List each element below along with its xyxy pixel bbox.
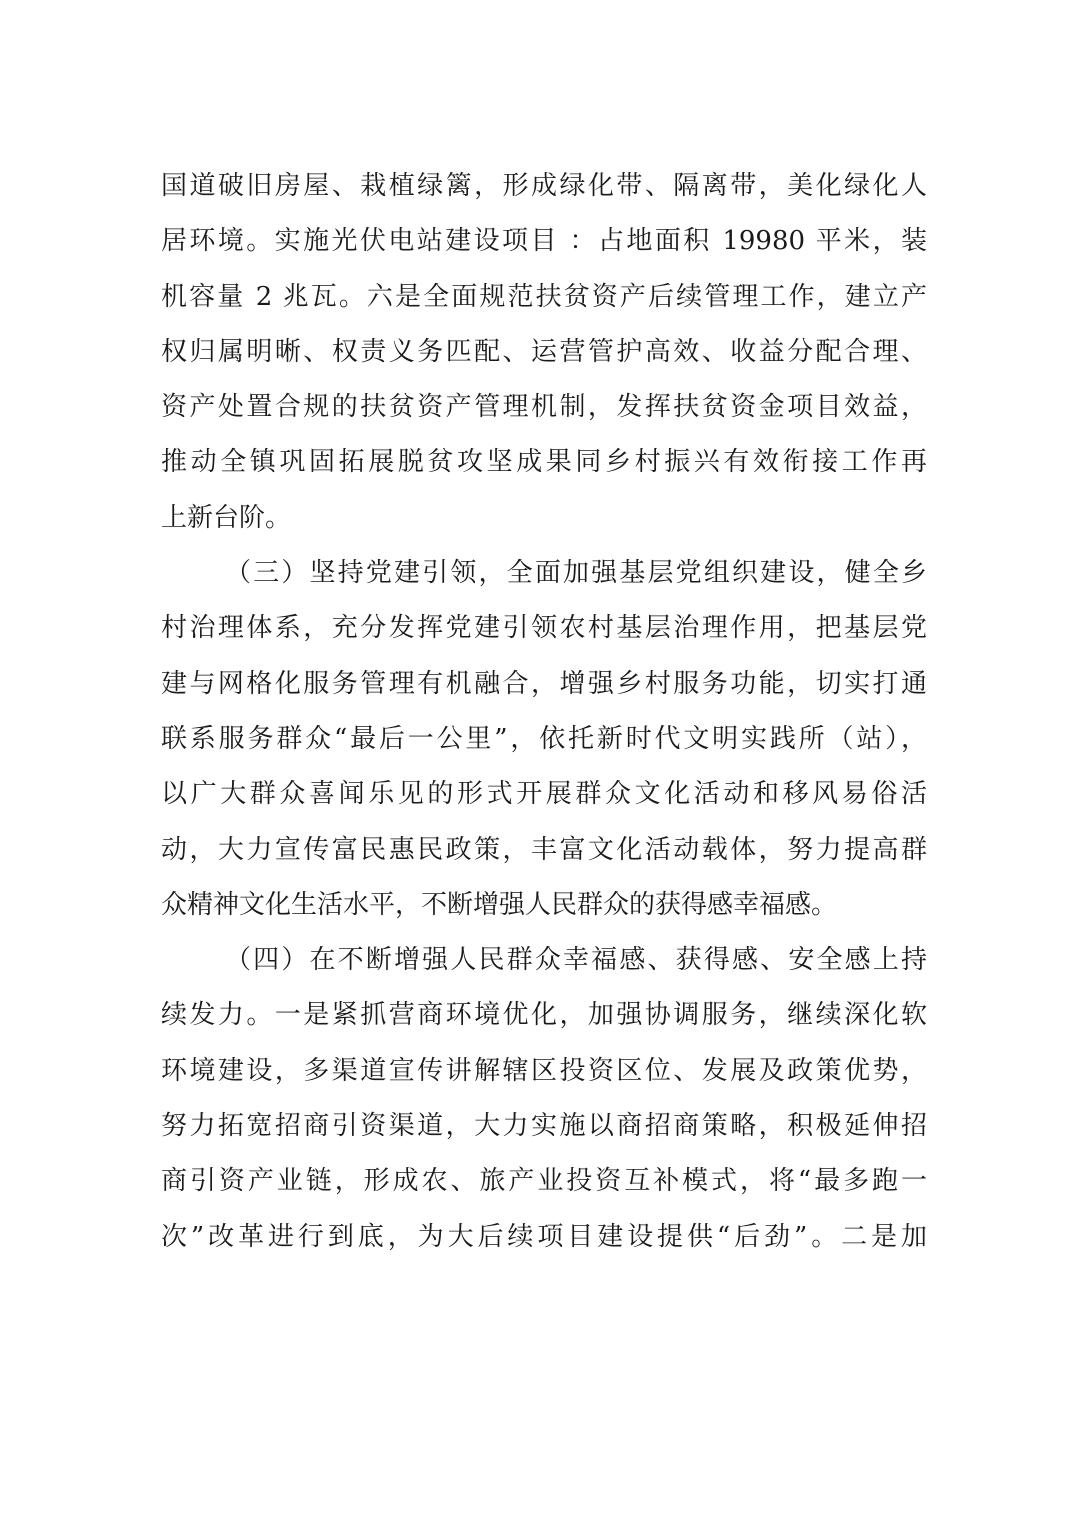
- document-body: [161, 171, 927, 1292]
- paragraph-line: 续发力。一是紧抓营商环境优化，加强协调服务，继续深化软: [161, 1000, 927, 1031]
- paragraph-line: 环境建设，多渠道宣传讲解辖区投资区位、发展及政策优势，: [161, 1055, 927, 1086]
- paragraph-line: 权归属明晰、权责义务匹配、运营管护高效、收益分配合理、: [161, 336, 927, 367]
- paragraph-line: 建与网格化服务管理有机融合，增强乡村服务功能，切实打通: [161, 668, 927, 699]
- paragraph-line: 机容量 2 兆瓦。六是全面规范扶贫资产后续管理工作，建立产: [161, 281, 927, 312]
- paragraph-line: 商引资产业链，形成农、旅产业投资互补模式，将“最多跑一: [161, 1166, 927, 1197]
- paragraph-line: 众精神文化生活水平，不断增强人民群众的获得感幸福感。: [161, 889, 838, 920]
- paragraph-line: 努力拓宽招商引资渠道，大力实施以商招商策略，积极延伸招: [161, 1111, 927, 1142]
- paragraph-line: 国道破旧房屋、栽植绿篱，形成绿化带、隔离带，美化绿化人: [161, 171, 927, 201]
- paragraph-line: 居环境。实施光伏电站建设项目 ：占地面积 19980 平米，装: [161, 226, 927, 257]
- paragraph-line: 次”改革进行到底，为大后续项目建设提供“后劲”。二是加: [161, 1221, 927, 1252]
- paragraph-line: 村治理体系，充分发挥党建引领农村基层治理作用，把基层党: [161, 613, 927, 644]
- paragraph-line: 上新台阶。: [161, 502, 292, 533]
- paragraph-line: 推动全镇巩固拓展脱贫攻坚成果同乡村振兴有效衔接工作再: [161, 447, 927, 478]
- paragraph-line: 动，大力宣传富民惠民政策，丰富文化活动载体，努力提高群: [161, 834, 927, 865]
- paragraph-first-line: （三）坚持党建引领，全面加强基层党组织建设，健全乡: [225, 558, 927, 589]
- paragraph-line: 资产处置合规的扶贫资产管理机制，发挥扶贫资金项目效益，: [161, 392, 927, 423]
- paragraph-line: 以广大群众喜闻乐见的形式开展群众文化活动和移风易俗活: [161, 779, 927, 810]
- paragraph-line: 联系服务群众“最后一公里”，依托新时代文明实践所（站），: [161, 723, 927, 754]
- paragraph-first-line: （四）在不断增强人民群众幸福感、获得感、安全感上持: [225, 945, 927, 976]
